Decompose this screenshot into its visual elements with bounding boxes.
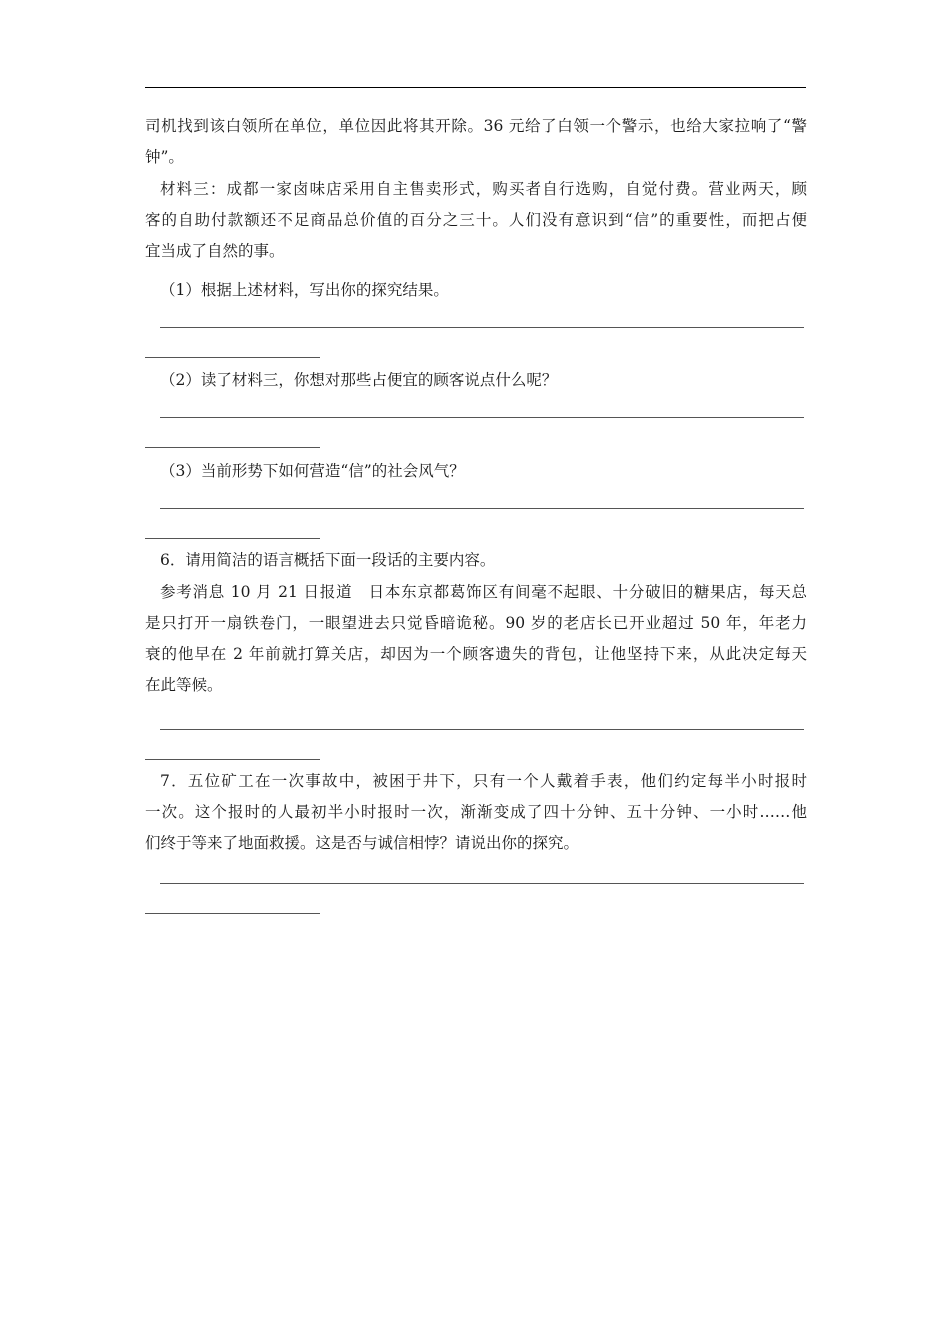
sub-question-1: （1）根据上述材料，写出你的探究结果。 [160,281,449,299]
text-line: 7．五位矿工在一次事故中，被困于井下，只有一个人戴着手表，他们约定每半小时报时 [160,772,807,790]
answer-line[interactable] [145,913,320,914]
answer-line[interactable] [160,508,804,509]
material2-tail-paragraph [145,111,807,173]
text-line: 参考消息 10 月 21 日报道 日本东京都葛饰区有间毫不起眼、十分破旧的糖果店，每天总 [160,583,807,601]
text-line: 在此等候。 [145,676,223,694]
text-line: 材料三：成都一家卤味店采用自主售卖形式，购买者自行选购，自觉付费。营业两天，顾 [160,180,807,198]
text-line: 宜当成了自然的事。 [145,242,285,260]
answer-line[interactable] [145,759,320,760]
text-line: 客的自助付款额还不足商品总价值的百分之三十。人们没有意识到“信”的重要性，而把占便 [145,211,807,229]
sub-question-2: （2）读了材料三，你想对那些占便宜的顾客说点什么呢？ [160,371,558,389]
answer-line[interactable] [160,327,804,328]
text-line: 一次。这个报时的人最初半小时报时一次，渐渐变成了四十分钟、五十分钟、一小时……他 [145,803,807,821]
question-7-paragraph [145,766,807,859]
question-6-passage [145,577,807,701]
material3-paragraph [145,174,807,267]
answer-line[interactable] [145,538,320,539]
answer-line[interactable] [145,357,320,358]
text-line: 钟”。 [145,148,184,166]
question-6-prompt: 6．请用简洁的语言概括下面一段话的主要内容。 [160,551,496,569]
answer-line[interactable] [160,417,804,418]
answer-line[interactable] [160,883,804,884]
answer-line[interactable] [145,447,320,448]
text-line: 司机找到该白领所在单位，单位因此将其开除。36 元给了白领一个警示，也给大家拉响了“警 [145,117,807,135]
text-line: 衰的他早在 2 年前就打算关店，却因为一个顾客遗失的背包，让他坚持下来，从此决定每天 [145,645,807,663]
header-rule [145,87,806,88]
sub-question-3: （3）当前形势下如何营造“信”的社会风气？ [160,462,465,480]
text-line: 们终于等来了地面救援。这是否与诚信相悖？请说出你的探究。 [145,834,580,852]
answer-line[interactable] [160,729,804,730]
text-line: 是只打开一扇铁卷门，一眼望进去只觉昏暗诡秘。90 岁的老店长已开业超过 50 年，年老力 [145,614,807,632]
